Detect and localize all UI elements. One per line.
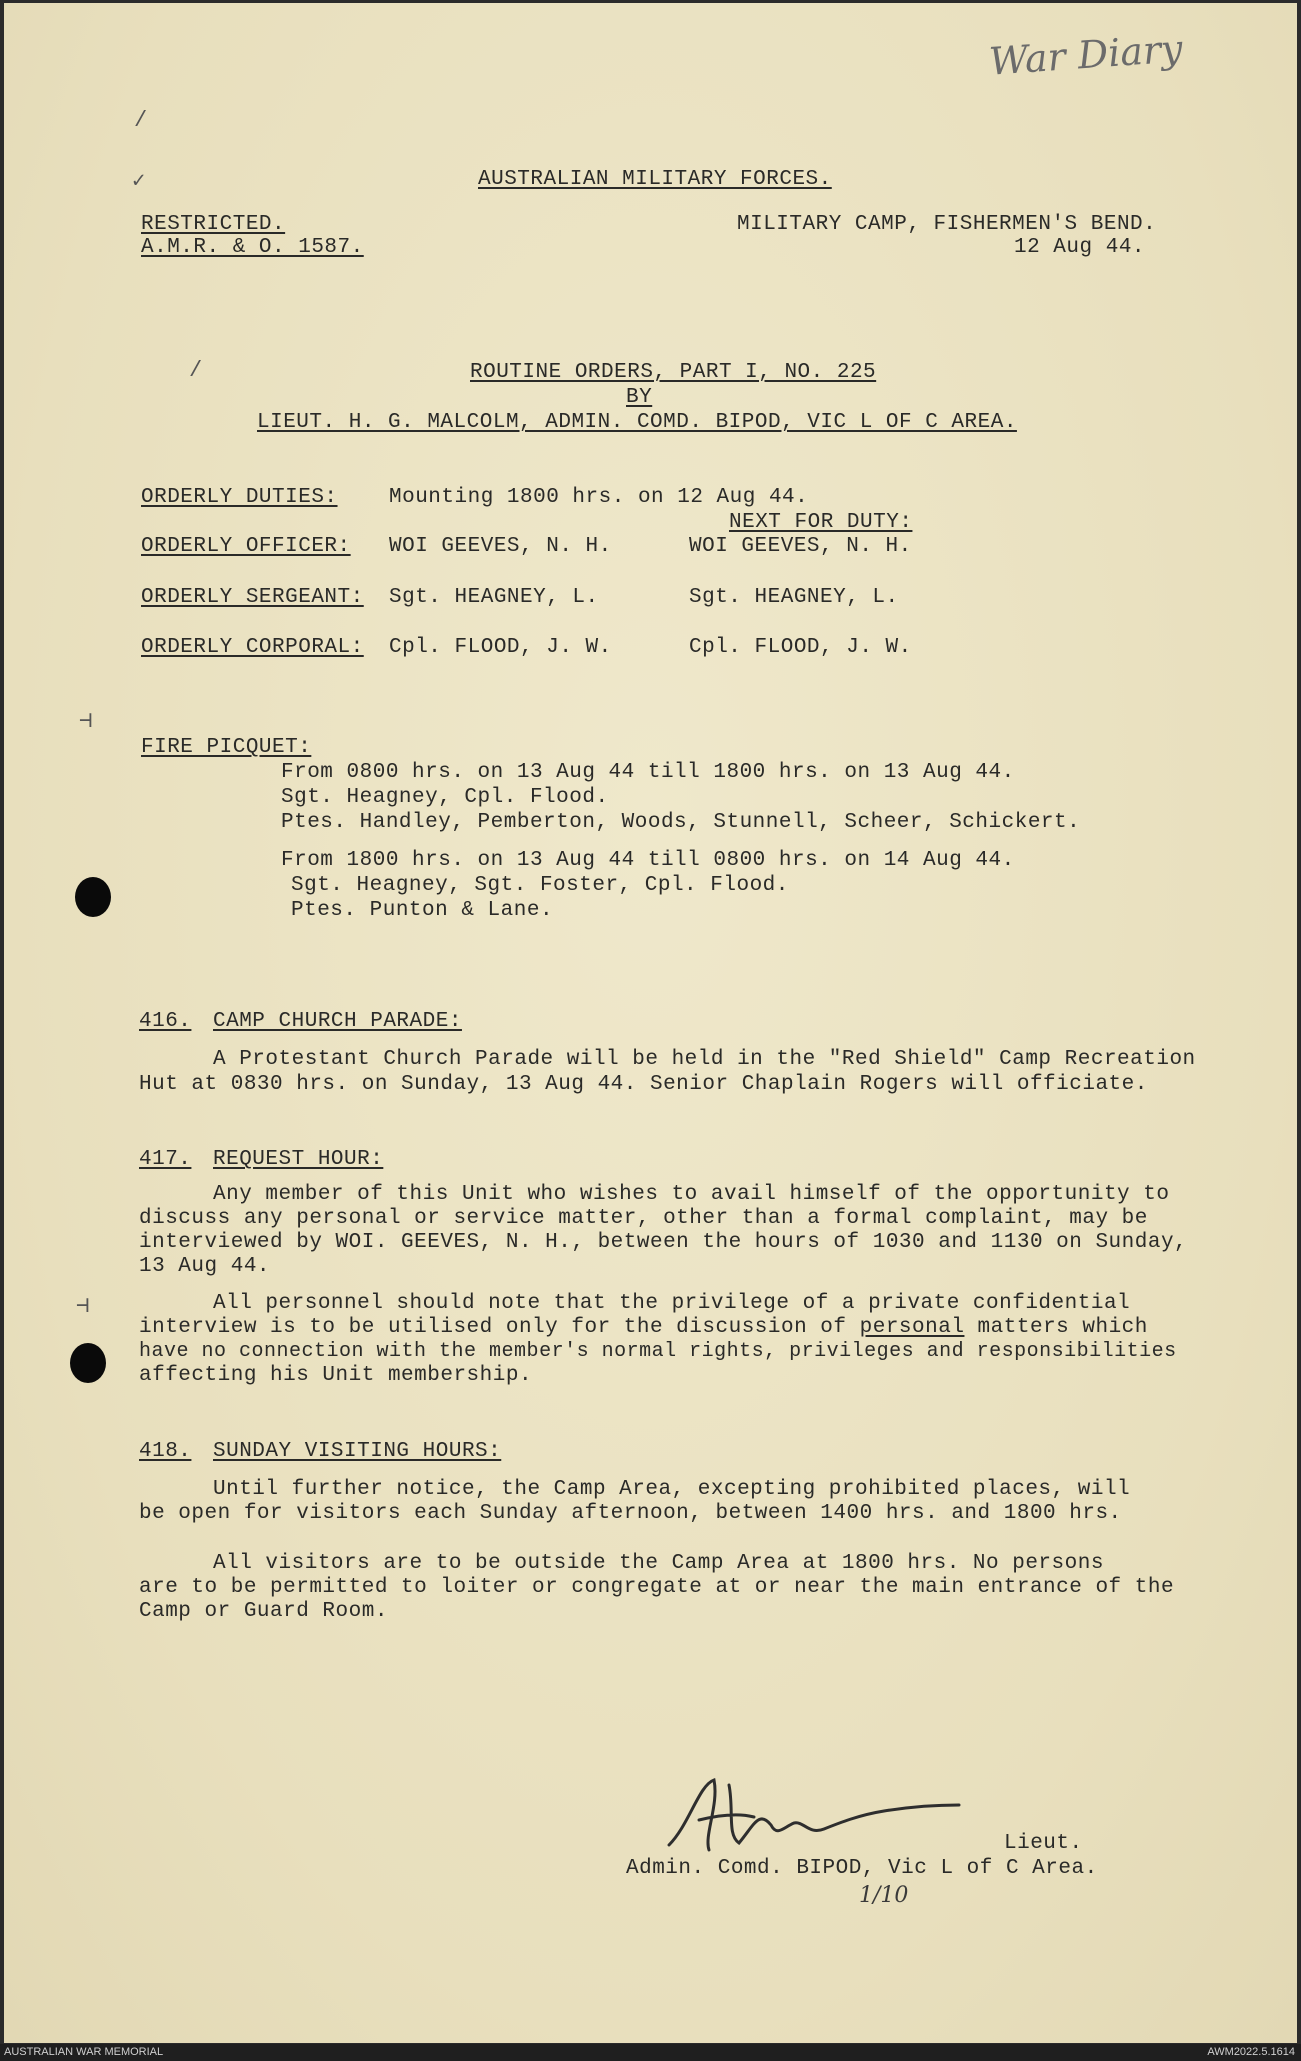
punch-hole (75, 877, 111, 917)
item-416-line: A Protestant Church Parade will be held in the "Red Shield" Camp Recreation (213, 1048, 1196, 1071)
date: 12 Aug 44. (1014, 236, 1146, 259)
item-417-line: Any member of this Unit who wishes to avail himself of the opportunity to (213, 1183, 1170, 1206)
tick-mark: / (189, 358, 203, 383)
margin-note: War Diary (987, 26, 1184, 84)
orders-authority: LIEUT. H. G. MALCOLM, ADMIN. COMD. BIPOD, VIC L OF C AREA. (257, 411, 1017, 434)
punch-hole (70, 1343, 106, 1383)
emphasis-personal: personal (859, 1316, 965, 1339)
item-416-number: 416. (139, 1010, 192, 1033)
orderly-duties-value: Mounting 1800 hrs. on 12 Aug 44. (389, 486, 809, 509)
signature-rank: Lieut. (1004, 1832, 1083, 1855)
item-416-heading: CAMP CHURCH PARADE: (213, 1010, 462, 1033)
item-418-line: be open for visitors each Sunday afternoon, between 1400 hrs. and 1800 hrs. (139, 1502, 1122, 1525)
item-418-heading: SUNDAY VISITING HOURS: (213, 1440, 502, 1463)
staple-mark: ⊣ (76, 1294, 90, 1319)
item-417-para2-line: All personnel should note that the privilege of a private confidential (213, 1292, 1131, 1315)
orderly-sergeant-current: Sgt. HEAGNEY, L. (389, 586, 599, 609)
document-title: AUSTRALIAN MILITARY FORCES. (478, 168, 832, 191)
orderly-sergeant-next: Sgt. HEAGNEY, L. (689, 586, 899, 609)
staple-mark: ⊣ (79, 709, 93, 734)
handwritten-mark: 1/10 (859, 1883, 909, 1908)
footer-institution: AUSTRALIAN WAR MEMORIAL (4, 2046, 164, 2058)
item-418-number: 418. (139, 1440, 192, 1463)
classification: RESTRICTED. (141, 213, 286, 236)
fire-picquet-line: From 0800 hrs. on 13 Aug 44 till 1800 hrs. on 13 Aug 44. (281, 761, 1015, 784)
item-418-line: Until further notice, the Camp Area, excepting prohibited places, will (213, 1478, 1131, 1501)
footer-accession: AWM2022.5.1614 (1207, 2046, 1295, 2058)
orderly-officer-current: WOI GEEVES, N. H. (389, 535, 612, 558)
item-417-para2-line: interview is to be utilised only for the discussion of personal matters which (139, 1316, 1148, 1339)
item-417-para2-line: have no connection with the member's normal rights, privileges and responsibilities (139, 1340, 1177, 1363)
item-418-line: Camp or Guard Room. (139, 1600, 388, 1623)
orderly-corporal-current: Cpl. FLOOD, J. W. (389, 636, 612, 659)
fire-picquet-line: From 1800 hrs. on 13 Aug 44 till 0800 hrs. on 14 Aug 44. (281, 849, 1015, 872)
orderly-sergeant-label: ORDERLY SERGEANT: (141, 586, 364, 609)
tick-mark: ✓ (132, 169, 146, 194)
item-418-line: are to be permitted to loiter or congregate at or near the main entrance of the (139, 1576, 1175, 1599)
fire-picquet-line: Ptes. Punton & Lane. (291, 899, 554, 922)
location: MILITARY CAMP, FISHERMEN'S BEND. (737, 213, 1157, 236)
document-page (4, 3, 1297, 2043)
orderly-officer-label: ORDERLY OFFICER: (141, 535, 351, 558)
orderly-officer-next: WOI GEEVES, N. H. (689, 535, 912, 558)
orders-title: ROUTINE ORDERS, PART I, NO. 225 (470, 361, 877, 384)
item-417-number: 417. (139, 1148, 192, 1171)
fire-picquet-line: Ptes. Handley, Pemberton, Woods, Stunnell, Scheer, Schickert. (281, 811, 1081, 834)
fire-picquet-label: FIRE PICQUET: (141, 736, 312, 759)
item-417-heading: REQUEST HOUR: (213, 1148, 384, 1171)
signature-appointment: Admin. Comd. BIPOD, Vic L of C Area. (626, 1857, 1098, 1880)
fire-picquet-line: Sgt. Heagney, Cpl. Flood. (281, 786, 609, 809)
tick-mark: / (134, 108, 148, 133)
item-417-line: discuss any personal or service matter, other than a formal complaint, may be (139, 1207, 1148, 1230)
orderly-corporal-next: Cpl. FLOOD, J. W. (689, 636, 912, 659)
orderly-corporal-label: ORDERLY CORPORAL: (141, 636, 364, 659)
item-416-line: Hut at 0830 hrs. on Sunday, 13 Aug 44. Senior Chaplain Rogers will officiate. (139, 1073, 1148, 1096)
item-417-line: 13 Aug 44. (139, 1255, 271, 1278)
reference: A.M.R. & O. 1587. (141, 236, 364, 259)
fire-picquet-line: Sgt. Heagney, Sgt. Foster, Cpl. Flood. (291, 874, 789, 897)
orders-by: BY (626, 386, 653, 409)
item-417-para2-line: affecting his Unit membership. (139, 1364, 533, 1387)
item-417-line: interviewed by WOI. GEEVES, N. H., between the hours of 1030 and 1130 on Sunday, (139, 1231, 1188, 1254)
orderly-duties-label: ORDERLY DUTIES: (141, 486, 338, 509)
item-418-line: All visitors are to be outside the Camp Area at 1800 hrs. No persons (213, 1552, 1104, 1575)
next-for-duty-label: NEXT FOR DUTY: (729, 511, 913, 534)
footer-bar (0, 2044, 1301, 2061)
